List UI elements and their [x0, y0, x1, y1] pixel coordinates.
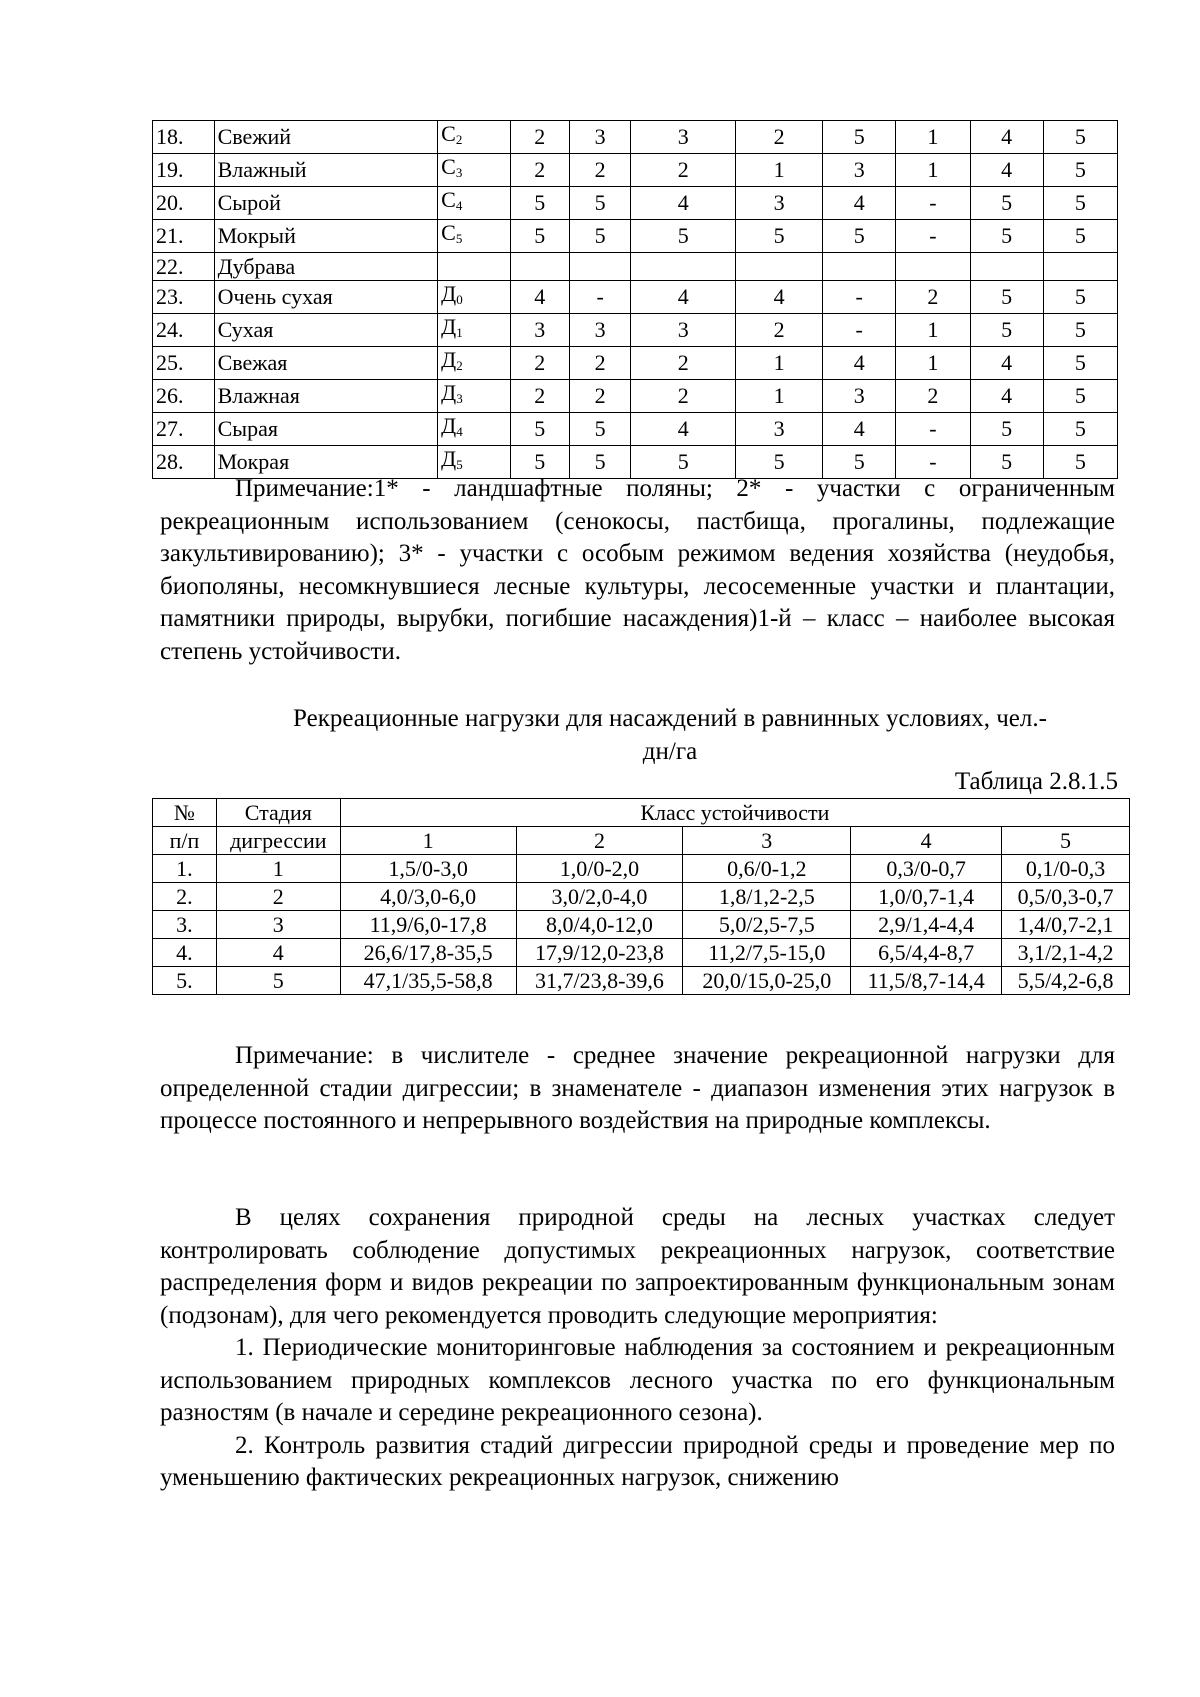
table-cell: -	[896, 187, 970, 220]
site-code	[438, 413, 510, 446]
table-cell: 2	[736, 314, 823, 347]
table-cell	[970, 253, 1043, 281]
table-header-row	[153, 827, 1130, 855]
table-cell: 2	[510, 121, 569, 154]
table-number-label: Таблица 2.8.1.5	[954, 768, 1118, 795]
forest-type-name: Сырая	[214, 413, 438, 446]
site-code-index: 5	[455, 231, 463, 246]
table-cell: 5	[736, 446, 823, 479]
table-cell: 5	[970, 314, 1043, 347]
site-code-index: 5	[456, 457, 463, 472]
forest-type-name: Очень сухая	[214, 281, 438, 314]
digression-stage: 1	[216, 855, 340, 883]
header-stage: Стадия	[216, 799, 340, 827]
table-cell: 5	[970, 446, 1043, 479]
table-cell: 4	[823, 347, 896, 380]
table-cell: 3	[736, 413, 823, 446]
table-cell: 3	[823, 154, 896, 187]
table-row	[153, 413, 1118, 446]
digression-stage: 3	[216, 911, 340, 939]
table-header-row	[153, 799, 1130, 827]
load-value: 5,5/4,2-6,8	[1002, 967, 1130, 995]
table-cell: 5	[970, 187, 1043, 220]
table-cell: 1	[736, 380, 823, 413]
table-cell: 5	[736, 220, 823, 253]
site-code	[438, 253, 510, 281]
row-number: 21.	[153, 220, 215, 253]
site-code	[438, 347, 510, 380]
table-cell	[896, 253, 970, 281]
forest-type-name: Дубрава	[214, 253, 438, 281]
table-cell: -	[823, 314, 896, 347]
row-number: 2.	[153, 883, 217, 911]
load-value: 1,0/0,7-1,4	[851, 883, 1002, 911]
table-row	[153, 380, 1118, 413]
note-text: Примечание: в числителе - среднее значение рекреационной нагрузки для определенной стадии дигрессии; в знаменателе - диапазон изменения этих нагрузок в процессе постоянного и непрерывного воздействия на природные комплексы.	[160, 1042, 1115, 1134]
forest-type-name: Мокрая	[214, 446, 438, 479]
table-cell: 4	[970, 121, 1043, 154]
table-cell: 2	[736, 121, 823, 154]
site-code-index: 2	[456, 358, 463, 373]
table-cell: 2	[631, 347, 736, 380]
forest-type-name: Свежая	[214, 347, 438, 380]
table-cell: 5	[970, 220, 1043, 253]
table-row	[153, 314, 1118, 347]
table-cell: 4	[510, 281, 569, 314]
table-cell: 2	[631, 380, 736, 413]
forest-type-name: Свежий	[214, 121, 438, 154]
table-row	[153, 855, 1130, 883]
load-value: 11,2/7,5-15,0	[683, 939, 851, 967]
site-code-index: 2	[455, 132, 463, 147]
table-cell: 5	[1043, 413, 1117, 446]
table-cell: 2	[631, 154, 736, 187]
load-value: 0,3/0-0,7	[851, 855, 1002, 883]
load-value: 6,5/4,4-8,7	[851, 939, 1002, 967]
table-cell	[569, 253, 630, 281]
table-cell: 3	[823, 380, 896, 413]
site-code-index: 1	[456, 325, 463, 340]
site-code-index: 0	[456, 292, 463, 307]
forest-type-name: Сырой	[214, 187, 438, 220]
table-row	[153, 911, 1130, 939]
table-cell	[823, 253, 896, 281]
load-value: 20,0/15,0-25,0	[683, 967, 851, 995]
table-cell: 5	[823, 446, 896, 479]
header-class-2: 2	[516, 827, 683, 855]
row-number: 5.	[153, 967, 217, 995]
load-value: 8,0/4,0-12,0	[516, 911, 683, 939]
table-cell: 1	[896, 154, 970, 187]
table-title-line-2: дн/га	[642, 738, 698, 765]
site-code	[438, 380, 510, 413]
table-cell: 1	[896, 347, 970, 380]
table-cell: -	[896, 413, 970, 446]
table-cell: -	[823, 281, 896, 314]
forest-type-name: Влажный	[214, 154, 438, 187]
site-code-letter: Д	[441, 314, 457, 339]
table-cell: 5	[823, 121, 896, 154]
site-code	[438, 220, 510, 253]
load-value: 3,0/2,0-4,0	[516, 883, 683, 911]
table-cell: 4	[631, 187, 736, 220]
load-value: 3,1/2,1-4,2	[1002, 939, 1130, 967]
table-cell: 5	[631, 446, 736, 479]
table-cell: 5	[510, 446, 569, 479]
header-stage-sub: дигрессии	[216, 827, 340, 855]
table-cell: 2	[569, 347, 630, 380]
table-title	[220, 702, 1120, 768]
header-class-4: 4	[851, 827, 1002, 855]
header-num: №	[153, 799, 217, 827]
table-cell: 5	[631, 220, 736, 253]
table-cell	[1043, 253, 1117, 281]
body-section	[160, 1202, 1115, 1495]
table-cell: 5	[510, 187, 569, 220]
site-code	[438, 121, 510, 154]
load-value: 1,4/0,7-2,1	[1002, 911, 1130, 939]
table-cell: 2	[510, 347, 569, 380]
table-row	[153, 187, 1118, 220]
site-code-letter: Д	[441, 281, 457, 306]
table-cell: 3	[569, 121, 630, 154]
row-number: 26.	[153, 380, 215, 413]
row-number: 1.	[153, 855, 217, 883]
header-class-3: 3	[683, 827, 851, 855]
load-value: 0,1/0-0,3	[1002, 855, 1130, 883]
row-number: 22.	[153, 253, 215, 281]
header-class-5: 5	[1002, 827, 1130, 855]
site-code	[438, 314, 510, 347]
table-row	[153, 121, 1118, 154]
table-cell: 4	[823, 413, 896, 446]
load-value: 5,0/2,5-7,5	[683, 911, 851, 939]
table-cell: 3	[631, 121, 736, 154]
load-value: 0,6/0-1,2	[683, 855, 851, 883]
table-cell: 2	[510, 380, 569, 413]
table-cell: 5	[1043, 187, 1117, 220]
body-paragraph: В целях сохранения природной среды на лесных участках следует контролировать соблюдение допустимых рекреационных нагрузок, соответствие распределения форм и видов рекреации по запроектированным функциональным зонам (подзонам), для чего рекомендуется проводить следующие мероприятия:	[160, 1204, 1115, 1329]
site-code-letter: С	[441, 187, 456, 212]
site-code	[438, 187, 510, 220]
table-cell: 5	[569, 446, 630, 479]
table-cell: 5	[569, 413, 630, 446]
table-row	[153, 154, 1118, 187]
table-cell: 1	[736, 347, 823, 380]
table-cell: 5	[1043, 121, 1117, 154]
table-title-line-1: Рекреационные нагрузки для насаждений в равнинных условиях, чел.-	[293, 705, 1047, 732]
load-value: 1,8/1,2-2,5	[683, 883, 851, 911]
table-cell	[736, 253, 823, 281]
table-cell: 5	[823, 220, 896, 253]
forest-type-name: Сухая	[214, 314, 438, 347]
table-cell: 4	[736, 281, 823, 314]
load-value: 47,1/35,5-58,8	[340, 967, 516, 995]
row-number: 19.	[153, 154, 215, 187]
table-cell: 1	[736, 154, 823, 187]
row-number: 28.	[153, 446, 215, 479]
load-value: 2,9/1,4-4,4	[851, 911, 1002, 939]
row-number: 18.	[153, 121, 215, 154]
site-code	[438, 281, 510, 314]
note-text: Примечание:1* - ландшафтные поляны; 2* - участки с ограниченным рекреационным использованием (сенокосы, пастбища, прогалины, подлежащие закультивированию); 3* - участки с особым режимом ведения хозяйства (неудобья, биополяны, несомкнувшиеся лесные культуры, лесосеменные участки и плантации, памятники природы, вырубки, погибшие насаждения)1-й – класс – наиболее высокая степень устойчивости.	[160, 475, 1115, 665]
forest-type-name: Влажная	[214, 380, 438, 413]
table-cell: 2	[896, 281, 970, 314]
table-cell: 4	[631, 413, 736, 446]
table-cell: 5	[1043, 314, 1117, 347]
table-cell	[510, 253, 569, 281]
load-value: 0,5/0,3-0,7	[1002, 883, 1130, 911]
load-value: 17,9/12,0-23,8	[516, 939, 683, 967]
table-cell	[631, 253, 736, 281]
digression-stage: 4	[216, 939, 340, 967]
table-row	[153, 347, 1118, 380]
table-cell: 3	[631, 314, 736, 347]
table-cell: 4	[631, 281, 736, 314]
header-num-sub: п/п	[153, 827, 217, 855]
row-number: 27.	[153, 413, 215, 446]
table-cell: 5	[1043, 380, 1117, 413]
site-code-letter: Д	[441, 446, 457, 471]
site-code-index: 3	[455, 165, 463, 180]
list-item: 2. Контроль развития стадий дигрессии природной среды и проведение мер по уменьшению фактических рекреационных нагрузок, снижению	[160, 1431, 1115, 1491]
site-code-index: 4	[455, 198, 463, 213]
forest-type-name: Мокрый	[214, 220, 438, 253]
table-cell: 5	[1043, 347, 1117, 380]
table-row	[153, 253, 1118, 281]
load-value: 31,7/23,8-39,6	[516, 967, 683, 995]
forest-type-stability-table	[152, 120, 1118, 479]
load-value: 26,6/17,8-35,5	[340, 939, 516, 967]
header-class-1: 1	[340, 827, 516, 855]
table-cell: 1	[896, 314, 970, 347]
load-value: 4,0/3,0-6,0	[340, 883, 516, 911]
table-row	[153, 883, 1130, 911]
table-cell: 5	[510, 413, 569, 446]
load-value: 11,9/6,0-17,8	[340, 911, 516, 939]
row-number: 4.	[153, 939, 217, 967]
table-cell: -	[896, 220, 970, 253]
table-cell: 5	[1043, 281, 1117, 314]
table-cell: 5	[569, 187, 630, 220]
site-code-letter: С	[441, 121, 456, 146]
site-code	[438, 154, 510, 187]
note-load-values	[160, 1040, 1115, 1138]
load-value: 11,5/8,7-14,4	[851, 967, 1002, 995]
list-item: 1. Периодические мониторинговые наблюдения за состоянием и рекреационным использованием природных комплексов лесного участка по его функциональным разностям (в начале и середине рекреационного сезона).	[160, 1334, 1115, 1426]
row-number: 23.	[153, 281, 215, 314]
site-code-index: 4	[456, 424, 463, 439]
load-value: 1,5/0-3,0	[340, 855, 516, 883]
table-row	[153, 281, 1118, 314]
table-cell: 5	[569, 220, 630, 253]
site-code-letter: Д	[441, 413, 457, 438]
row-number: 24.	[153, 314, 215, 347]
table-cell: 5	[1043, 154, 1117, 187]
table-cell: -	[569, 281, 630, 314]
note-stability-classes	[160, 473, 1115, 668]
table-cell: 2	[896, 380, 970, 413]
table-cell: 5	[970, 413, 1043, 446]
table-row	[153, 220, 1118, 253]
table-cell: 3	[569, 314, 630, 347]
recreational-load-table	[152, 798, 1130, 995]
table-cell: 4	[823, 187, 896, 220]
site-code-letter: С	[441, 220, 456, 245]
table-row	[153, 967, 1130, 995]
table-cell: 5	[970, 281, 1043, 314]
site-code-index: 3	[456, 391, 463, 406]
site-code-letter: Д	[441, 347, 457, 372]
table-cell: -	[896, 446, 970, 479]
digression-stage: 2	[216, 883, 340, 911]
table-cell: 3	[736, 187, 823, 220]
digression-stage: 5	[216, 967, 340, 995]
row-number: 25.	[153, 347, 215, 380]
table-cell: 4	[970, 347, 1043, 380]
table-cell: 3	[510, 314, 569, 347]
table-cell: 4	[970, 154, 1043, 187]
table-cell: 5	[510, 220, 569, 253]
table-cell: 5	[1043, 446, 1117, 479]
table-row	[153, 939, 1130, 967]
row-number: 3.	[153, 911, 217, 939]
table-cell: 1	[896, 121, 970, 154]
load-value: 1,0/0-2,0	[516, 855, 683, 883]
site-code-letter: Д	[441, 380, 457, 405]
row-number: 20.	[153, 187, 215, 220]
table-cell: 2	[569, 380, 630, 413]
table-cell: 2	[569, 154, 630, 187]
table-cell: 4	[970, 380, 1043, 413]
table-cell: 5	[1043, 220, 1117, 253]
table-cell: 2	[510, 154, 569, 187]
site-code-letter: С	[441, 154, 456, 179]
header-class-group: Класс устойчивости	[340, 799, 1129, 827]
